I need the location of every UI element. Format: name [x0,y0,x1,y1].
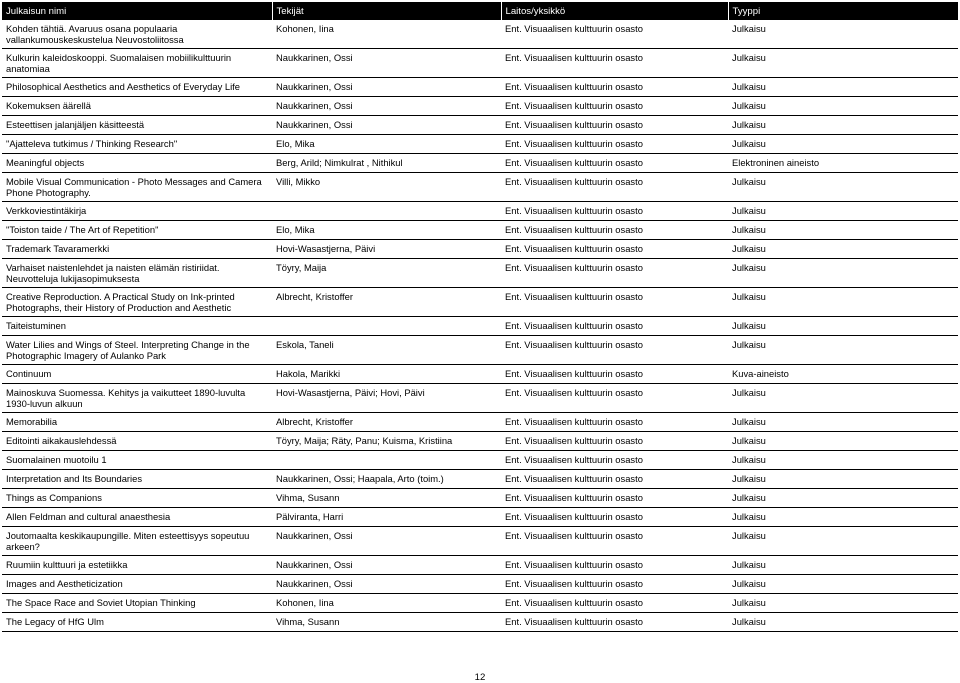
cell-unit: Ent. Visuaalisen kulttuurin osasto [501,173,728,202]
cell-title: Varhaiset naistenlehdet ja naisten elämän ristiriidat. Neuvotteluja lukijasopimuksesta [2,259,272,288]
cell-authors: Albrecht, Kristoffer [272,413,501,432]
cell-type: Kuva-aineisto [728,365,958,384]
cell-authors: Pälviranta, Harri [272,508,501,527]
cell-unit: Ent. Visuaalisen kulttuurin osasto [501,78,728,97]
cell-authors: Naukkarinen, Ossi [272,527,501,556]
cell-title: Allen Feldman and cultural anaesthesia [2,508,272,527]
cell-unit: Ent. Visuaalisen kulttuurin osasto [501,135,728,154]
cell-unit: Ent. Visuaalisen kulttuurin osasto [501,384,728,413]
cell-authors: Eskola, Taneli [272,336,501,365]
table-row [2,116,958,135]
table-row [2,259,958,288]
cell-type: Julkaisu [728,384,958,413]
table-row [2,384,958,413]
cell-title: Creative Reproduction. A Practical Study on Ink-printed Photographs, their History of Production and Aesthetic [2,288,272,317]
cell-type: Julkaisu [728,116,958,135]
cell-type: Julkaisu [728,97,958,116]
cell-title: "Toiston taide / The Art of Repetition" [2,221,272,240]
table-row [2,20,958,49]
cell-title: Ruumiin kulttuuri ja estetiikka [2,556,272,575]
cell-title: Water Lilies and Wings of Steel. Interpreting Change in the Photographic Imagery of Aulanko Park [2,336,272,365]
cell-unit: Ent. Visuaalisen kulttuurin osasto [501,288,728,317]
cell-unit: Ent. Visuaalisen kulttuurin osasto [501,154,728,173]
cell-title: Kohden tähtiä. Avaruus osana populaaria vallankumouskeskustelua Neuvostoliitossa [2,20,272,49]
table-body [2,20,958,632]
cell-authors: Hovi-Wasastjerna, Päivi; Hovi, Päivi [272,384,501,413]
table-row [2,173,958,202]
table-row [2,154,958,173]
cell-type: Julkaisu [728,508,958,527]
cell-title: Mainoskuva Suomessa. Kehitys ja vaikutteet 1890-luvulta 1930-luvun alkuun [2,384,272,413]
cell-authors: Villi, Mikko [272,173,501,202]
cell-authors: Töyry, Maija [272,259,501,288]
cell-unit: Ent. Visuaalisen kulttuurin osasto [501,20,728,49]
cell-type: Julkaisu [728,78,958,97]
cell-authors: Naukkarinen, Ossi [272,78,501,97]
cell-type: Julkaisu [728,613,958,632]
cell-unit: Ent. Visuaalisen kulttuurin osasto [501,97,728,116]
cell-type: Julkaisu [728,20,958,49]
cell-authors: Naukkarinen, Ossi [272,556,501,575]
table-row [2,432,958,451]
table-row [2,288,958,317]
cell-authors [272,202,501,221]
table-row [2,575,958,594]
cell-type: Julkaisu [728,221,958,240]
table-row [2,78,958,97]
cell-type: Julkaisu [728,317,958,336]
cell-title: Things as Companions [2,489,272,508]
cell-title: Kokemuksen äärellä [2,97,272,116]
table-row [2,489,958,508]
cell-authors: Vihma, Susann [272,613,501,632]
cell-unit: Ent. Visuaalisen kulttuurin osasto [501,49,728,78]
cell-authors: Naukkarinen, Ossi [272,97,501,116]
cell-title: Memorabilia [2,413,272,432]
table-row [2,508,958,527]
header-type: Tyyppi [728,2,958,20]
cell-type: Julkaisu [728,240,958,259]
cell-type: Julkaisu [728,489,958,508]
cell-unit: Ent. Visuaalisen kulttuurin osasto [501,470,728,489]
table-row [2,527,958,556]
cell-unit: Ent. Visuaalisen kulttuurin osasto [501,221,728,240]
cell-unit: Ent. Visuaalisen kulttuurin osasto [501,336,728,365]
cell-unit: Ent. Visuaalisen kulttuurin osasto [501,451,728,470]
table-row [2,240,958,259]
cell-unit: Ent. Visuaalisen kulttuurin osasto [501,508,728,527]
cell-unit: Ent. Visuaalisen kulttuurin osasto [501,575,728,594]
cell-authors [272,451,501,470]
table-row [2,202,958,221]
cell-authors [272,317,501,336]
cell-authors: Naukkarinen, Ossi [272,116,501,135]
cell-authors: Hakola, Marikki [272,365,501,384]
cell-title: Taiteistuminen [2,317,272,336]
cell-authors: Vihma, Susann [272,489,501,508]
table-row [2,556,958,575]
cell-unit: Ent. Visuaalisen kulttuurin osasto [501,365,728,384]
cell-unit: Ent. Visuaalisen kulttuurin osasto [501,556,728,575]
cell-type: Julkaisu [728,527,958,556]
cell-unit: Ent. Visuaalisen kulttuurin osasto [501,202,728,221]
cell-authors: Kohonen, Iina [272,594,501,613]
cell-authors: Albrecht, Kristoffer [272,288,501,317]
cell-title: "Ajatteleva tutkimus / Thinking Research" [2,135,272,154]
cell-type: Julkaisu [728,413,958,432]
table-row [2,470,958,489]
cell-title: Trademark Tavaramerkki [2,240,272,259]
table-row [2,613,958,632]
table-header-row [2,2,958,20]
cell-authors: Elo, Mika [272,135,501,154]
table-row [2,365,958,384]
table-row [2,451,958,470]
cell-type: Julkaisu [728,135,958,154]
cell-type: Julkaisu [728,336,958,365]
table-row [2,413,958,432]
cell-title: The Space Race and Soviet Utopian Thinking [2,594,272,613]
cell-authors: Elo, Mika [272,221,501,240]
cell-unit: Ent. Visuaalisen kulttuurin osasto [501,240,728,259]
cell-type: Julkaisu [728,432,958,451]
cell-authors: Naukkarinen, Ossi; Haapala, Arto (toim.) [272,470,501,489]
cell-authors: Kohonen, Iina [272,20,501,49]
cell-unit: Ent. Visuaalisen kulttuurin osasto [501,432,728,451]
cell-title: Mobile Visual Communication - Photo Messages and Camera Phone Photography. [2,173,272,202]
cell-authors: Naukkarinen, Ossi [272,49,501,78]
table-row [2,221,958,240]
cell-title: Joutomaalta keskikaupungille. Miten esteettisyys sopeutuu arkeen? [2,527,272,556]
table-row [2,336,958,365]
table-row [2,317,958,336]
cell-title: Verkkoviestintäkirja [2,202,272,221]
cell-unit: Ent. Visuaalisen kulttuurin osasto [501,489,728,508]
page-number: 12 [474,672,486,683]
cell-title: Esteettisen jalanjäljen käsitteestä [2,116,272,135]
header-unit: Laitos/yksikkö [501,2,728,20]
cell-unit: Ent. Visuaalisen kulttuurin osasto [501,317,728,336]
cell-title: Philosophical Aesthetics and Aesthetics of Everyday Life [2,78,272,97]
cell-type: Julkaisu [728,173,958,202]
cell-type: Julkaisu [728,49,958,78]
cell-type: Julkaisu [728,451,958,470]
cell-type: Elektroninen aineisto [728,154,958,173]
cell-type: Julkaisu [728,594,958,613]
cell-title: Continuum [2,365,272,384]
cell-type: Julkaisu [728,470,958,489]
cell-unit: Ent. Visuaalisen kulttuurin osasto [501,613,728,632]
cell-type: Julkaisu [728,288,958,317]
header-title: Julkaisun nimi [2,2,272,20]
cell-title: The Legacy of HfG Ulm [2,613,272,632]
header-authors: Tekijät [272,2,501,20]
cell-authors: Naukkarinen, Ossi [272,575,501,594]
table-row [2,594,958,613]
cell-unit: Ent. Visuaalisen kulttuurin osasto [501,259,728,288]
cell-authors: Berg, Arild; Nimkulrat , Nithikul [272,154,501,173]
cell-unit: Ent. Visuaalisen kulttuurin osasto [501,413,728,432]
table-row [2,49,958,78]
table-row [2,135,958,154]
cell-title: Kulkurin kaleidoskooppi. Suomalaisen mobiilikulttuurin anatomiaa [2,49,272,78]
cell-authors: Hovi-Wasastjerna, Päivi [272,240,501,259]
cell-type: Julkaisu [728,202,958,221]
cell-title: Suomalainen muotoilu 1 [2,451,272,470]
cell-title: Meaningful objects [2,154,272,173]
cell-title: Interpretation and Its Boundaries [2,470,272,489]
cell-title: Editointi aikakauslehdessä [2,432,272,451]
publications-table [2,2,958,632]
cell-type: Julkaisu [728,556,958,575]
cell-unit: Ent. Visuaalisen kulttuurin osasto [501,527,728,556]
cell-authors: Töyry, Maija; Räty, Panu; Kuisma, Kristiina [272,432,501,451]
cell-unit: Ent. Visuaalisen kulttuurin osasto [501,116,728,135]
cell-title: Images and Aestheticization [2,575,272,594]
table-row [2,97,958,116]
cell-unit: Ent. Visuaalisen kulttuurin osasto [501,594,728,613]
cell-type: Julkaisu [728,259,958,288]
cell-type: Julkaisu [728,575,958,594]
